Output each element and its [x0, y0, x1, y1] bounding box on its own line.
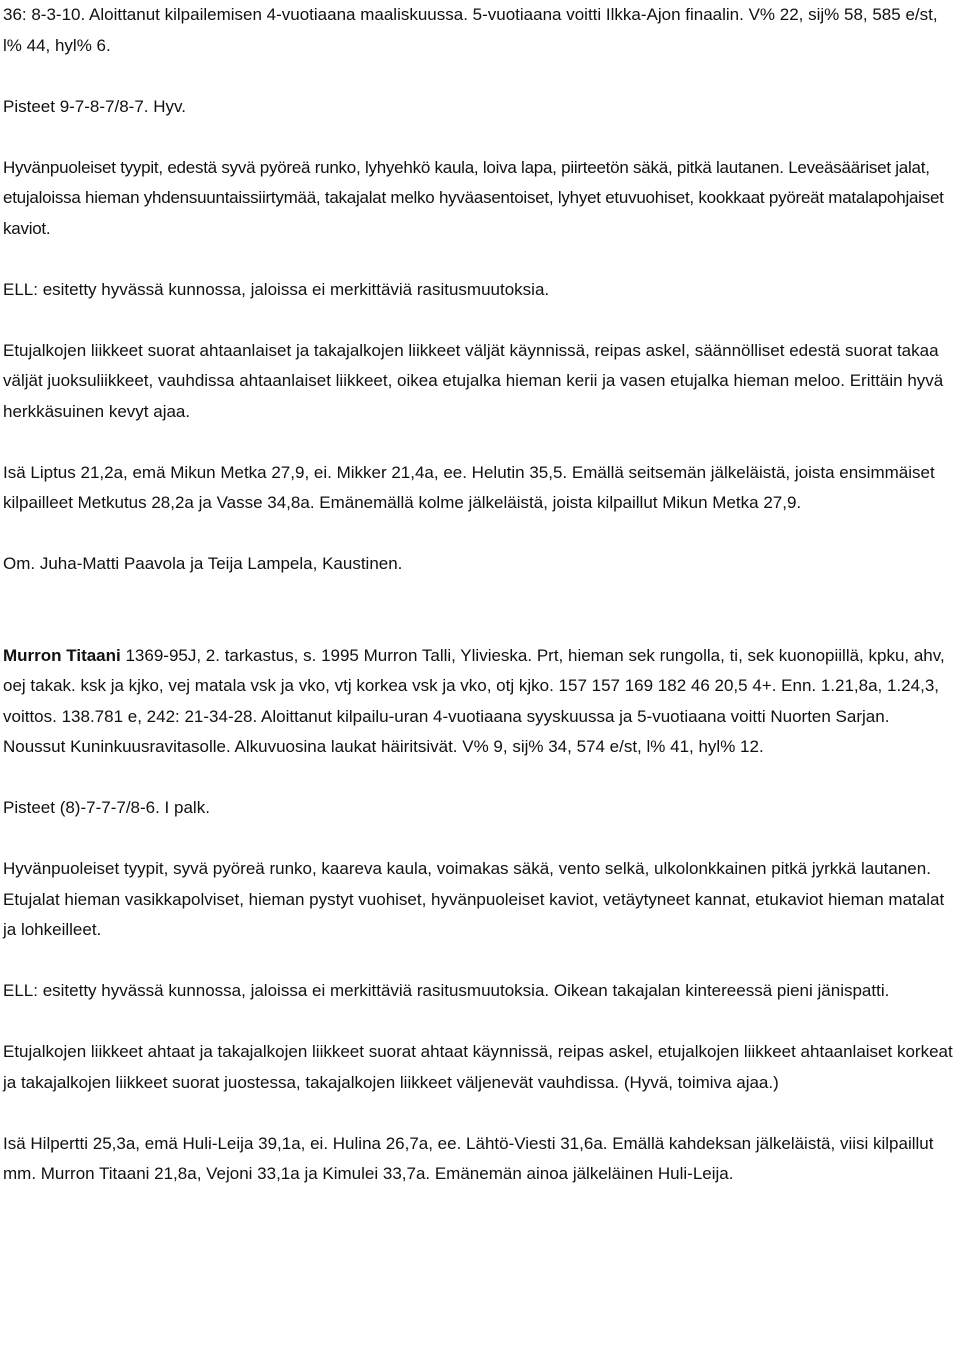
horse1-owner: Om. Juha-Matti Paavola ja Teija Lampela, Kaustinen.: [3, 554, 403, 573]
spacer: [3, 305, 955, 336]
horse2-pedigree: Isä Hilpertti 25,3a, emä Huli-Leija 39,1a, ei. Hulina 26,7a, ee. Lähtö-Viesti 31,6a. Emällä kahdeksan jälkeläistä, viisi kilpaillut mm. Murron Titaani 21,8a, Vejoni 33,1a ja Kimulei 33,7a. Emänemän ainoa jälkeläinen Huli-Leija.: [3, 1133, 934, 1183]
horse1-score: Pisteet 9-7-8-7/8-7. Hyv.: [3, 96, 186, 116]
horse1-intro: 36: 8-3-10. Aloittanut kilpailemisen 4-vuotiaana maaliskuussa. 5-vuotiaana voitti Ilkka-Ajon finaalin. V% 22, sij% 58, 585 e/st, l% 44, hyl% 6.: [3, 5, 938, 55]
spacer: [3, 427, 955, 458]
horse2-type: Hyvänpuoleiset tyypit, syvä pyöreä runko, kaareva kaula, voimakas säkä, vento selkä, ulkolonkkainen pitkä jyrkkä lautanen. Etujalat hieman vasikkapolviset, hieman pystyt vuohiset, hyvänpuoleiset kaviot, vetäytyneet kannat, etukaviot hieman matalat ja lohkeilleet.: [3, 859, 945, 939]
horse1-movement: Etujalkojen liikkeet suorat ahtaanlaiset ja takajalkojen liikkeet väljät käynnissä, reipas askel, säännölliset edestä suorat takaa väljät juoksuliikkeet, vauhdissa ahtaanlaiset liikkeet, oikea etujalka hieman kerii ja vasen etujalka hieman meloo. Erittäin hyvä herkkäsuinen kevyt ajaa.: [3, 340, 944, 421]
document-page: [3, 0, 955, 1190]
spacer: [3, 946, 955, 977]
horse2-ell: ELL: esitetty hyvässä kunnossa, jaloissa ei merkittäviä rasitusmuutoksia. Oikean takajalan kintereessä pieni jänispatti.: [3, 981, 890, 1000]
spacer: [3, 1007, 955, 1038]
spacer: [3, 824, 955, 855]
horse2-movement: Etujalkojen liikkeet ahtaat ja takajalkojen liikkeet suorat ahtaat käynnissä, reipas askel, etujalkojen liikkeet ahtaanlaiset korkeat ja takajalkojen liikkeet suorat juostessa, takajalkojen liikkeet väljenevät vauhdissa. (Hyvä, toimiva ajaa.): [3, 1042, 953, 1092]
horse2-intro: 1369-95J, 2. tarkastus, s. 1995 Murron Talli, Ylivieska. Prt, hieman sek rungolla, ti, sek kuonopiillä, kpku, ahv, oej takak. ksk ja kjko, vej matala vsk ja vko, vtj korkea vsk ja vko, otj kjko. 157 157 169 182 46 20,5 4+. Enn. 1.21,8a, 1.24,3, voittos. 138.781 e, 242: 21-34-28. Aloittanut kilpailu-uran 4-vuotiaana syyskuussa ja 5-vuotiaana voitti Nuorten Sarjan. Noussut Kuninkuusravitasolle. Alkuvuosina laukat häiritsivät. V% 9, sij% 34, 574 e/st, l% 41, hyl% 12.: [3, 645, 945, 756]
horse2-intro-paragraph: [3, 641, 955, 763]
spacer: [3, 61, 955, 92]
horse2-score: Pisteet (8)-7-7-7/8-6. I palk.: [3, 798, 210, 817]
horse1-pedigree: Isä Liptus 21,2a, emä Mikun Metka 27,9, ei. Mikker 21,4a, ee. Helutin 35,5. Emällä seitsemän jälkeläistä, joista ensimmäiset kilpailleet Metkutus 28,2a ja Vasse 34,8a. Emänemällä kolme jälkeläistä, joista kilpaillut Mikun Metka 27,9.: [3, 462, 935, 512]
spacer: [3, 519, 955, 550]
horse1-type: Hyvänpuoleiset tyypit, edestä syvä pyöreä runko, lyhyehkö kaula, loiva lapa, piirteetön säkä, pitkä lautanen. Leveäsääriset jalat, etujaloissa hieman yhdensuuntaissiirtymää, takajalat melko hyväasentoiset, lyhyet etuvuohiset, kookkaat pyöreät matalapohjaiset kaviot.: [3, 157, 944, 238]
spacer: [3, 122, 955, 153]
section-spacer: [3, 580, 955, 641]
horse1-ell: ELL: esitetty hyvässä kunnossa, jaloissa ei merkittäviä rasitusmuutoksia.: [3, 279, 550, 299]
spacer: [3, 763, 955, 794]
horse2-name: Murron Titaani: [3, 645, 121, 665]
spacer: [3, 244, 955, 275]
spacer: [3, 1098, 955, 1129]
